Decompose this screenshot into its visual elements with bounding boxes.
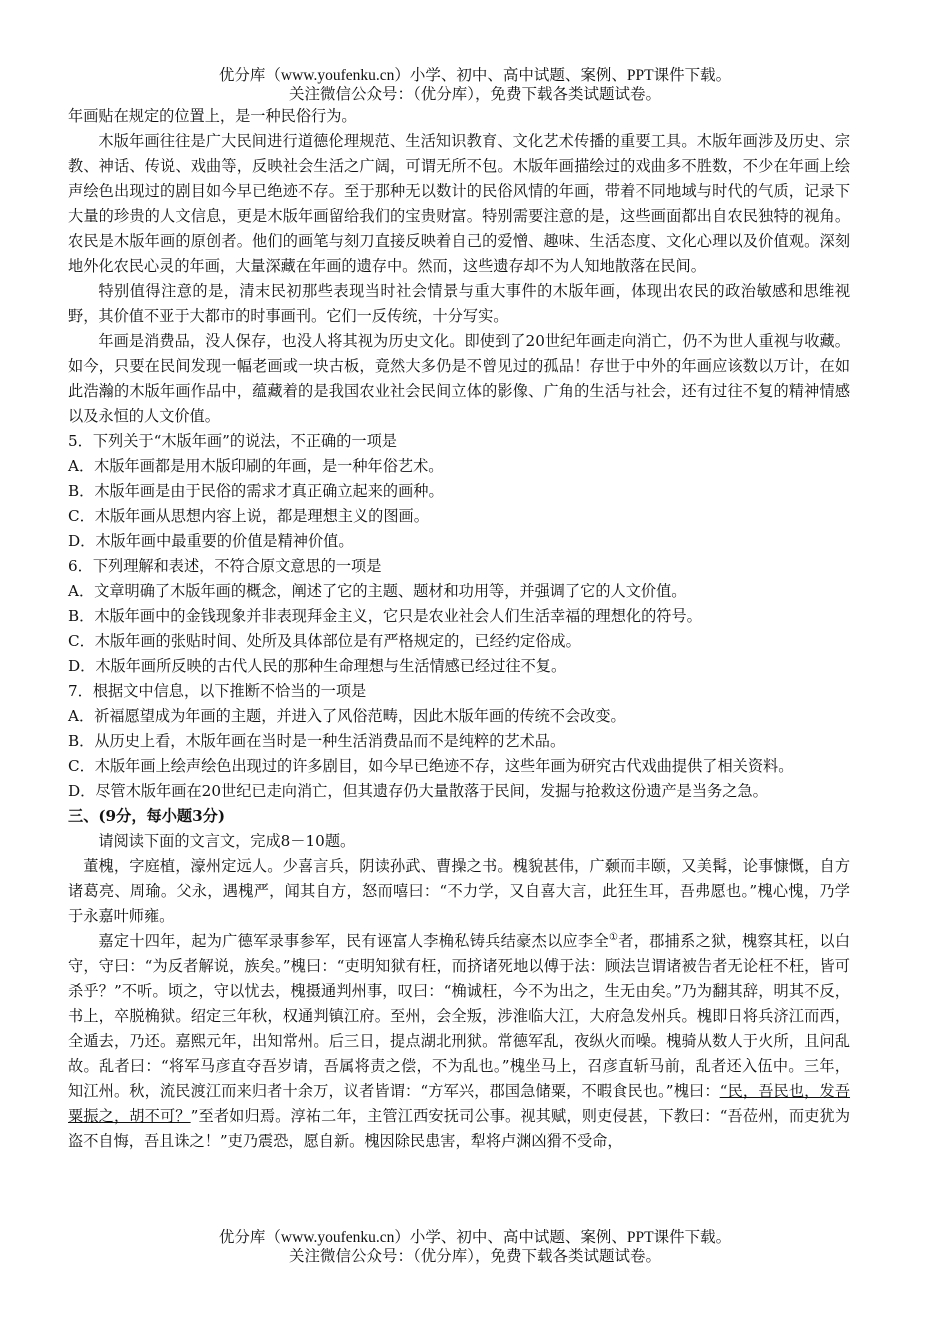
question-7-stem: 7．根据文中信息，以下推断不恰当的一项是 [68, 682, 367, 700]
classical-paragraph-2-part-a: 嘉定十四年，起为广德军录事参军，民有诬富人李桷私铸兵结豪杰以应李全 [98, 932, 609, 950]
question-7-option-a: A．祈福愿望成为年画的主题，并进入了风俗范畴，因此木版年画的传统不会改变。 [68, 707, 626, 725]
page-footer [0, 1228, 950, 1266]
underlined-quote: “民，吾民也，发吾粟振之，胡不可？ [68, 1082, 851, 1125]
question-5-option-d: D．木版年画中最重要的价值是精神价值。 [68, 532, 354, 550]
passage-paragraph-1: 木版年画往往是广大民间进行道德伦理规范、生活知识教育、文化艺术传播的重要工具。木版年画涉及历史、宗教、神话、传说、戏曲等，反映社会生活之广阔，可谓无所不包。木版年画描绘过的戏曲多不胜数，不少在年画上绘声绘色出现过的剧目如今早已绝迹不存。至于那种无以数计的民俗风情的年画，带着不同地域与时代的气质，记录下大量的珍贵的人文信息，更是木版年画留给我们的宝贵财富。特别需要注意的是，这些画面都出自农民独特的视角。农民是木版年画的原创者。他们的画笔与刻刀直接反映着自己的爱憎、趣味、生活态度、文化心理以及价值观。深刻地外化农民心灵的年画，大量深藏在年画的遗存中。然而，这些遗存却不为人知地散落在民间。 [68, 132, 850, 275]
question-6-option-c: C．木版年画的张贴时间、处所及具体部位是有严格规定的，已经约定俗成。 [68, 632, 581, 650]
question-6-stem-emphasis: 不符合 [214, 557, 260, 575]
question-6-option-d: D．木版年画所反映的古代人民的那种生命理想与生活情感已经过往不复。 [68, 657, 567, 675]
question-6-option-b: B．木版年画中的金钱现象并非表现拜金主义，它只是农业社会人们生活幸福的理想化的符号。 [68, 607, 702, 625]
classical-paragraph-2-part-b: 者，郡捕系之狱，槐察其枉，以白守，守曰：“为反者解说，族矣。”槐曰：“吏明知狱有枉，而挤诸死地以傅于法：顾法岂谓诸被告者无论枉不枉，皆可杀乎？”不听。顷之，守以忧去，槐摄通判州事，叹曰：“桷诚枉，今不为出之，生无由矣。”乃为翻其辞，明其不反，书上，卒脱桷狱。绍定三年秋，权通判镇江府。至州，会全叛，涉淮临大江，大府急发州兵。槐即日将兵济江而西，全遁去，乃还。嘉熙元年，出知常州。后三日，提点湖北刑狱。常德军乱，夜纵火而噪。槐骑从数人于火所，且问乱故。乱者曰：“将军马彦直夺吾岁请，吾属将责之偿，不为乱也。”槐坐马上，召彦直斩马前，乱者还入伍中。三年，知江州。秋，流民渡江而来归者十余万，议者皆谓：“方军兴，郡国急储粟，不暇食民也。”槐曰： [68, 932, 851, 1100]
classical-paragraph-2 [68, 929, 850, 1154]
page-header [0, 66, 950, 104]
passage-paragraph-0: 年画贴在规定的位置上，是一种民俗行为。 [68, 107, 357, 125]
question-6-stem-post: 原文意思的一项是 [259, 557, 382, 575]
question-6-stem [68, 554, 850, 579]
question-7-option-b: B．从历史上看，木版年画在当时是一种生活消费品而不是纯粹的艺术品。 [68, 732, 566, 750]
content-body [68, 104, 850, 1154]
footer-line-2: 关注微信公众号：（优分库），免费下载各类试题试卷。 [288, 1248, 661, 1265]
section-3-title: 三、(9分，每小题3分) [68, 807, 226, 825]
passage-paragraph-2: 特别值得注意的是，清末民初那些表现当时社会情景与重大事件的木版年画，体现出农民的政治敏感和思维视野，其价值不亚于大都市的时事画刊。它们一反传统，十分写实。 [68, 282, 850, 325]
question-5-option-b: B．木版年画是由于民俗的需求才真正确立起来的画种。 [68, 482, 444, 500]
footnote-marker: ① [608, 931, 619, 943]
question-5-stem: 5．下列关于“木版年画”的说法，不正确的一项是 [68, 432, 397, 450]
question-5-option-c: C．木版年画从思想内容上说，都是理想主义的图画。 [68, 507, 429, 525]
header-line-2: 关注微信公众号：（优分库），免费下载各类试题试卷。 [288, 86, 661, 103]
classical-paragraph-2-part-c: ”至者如归焉。淳祐二年，主管江西安抚司公事。视其赋，则吏侵甚，下教曰：“吾莅州，而吏犹为盗不自悔，吾且诛之！”吏乃震恐，愿自新。槐因除民患害，犁将卢渊凶猾不受命， [68, 1107, 851, 1150]
section-3-instruction: 请阅读下面的文言文，完成8－10题。 [98, 832, 356, 850]
question-6-stem-pre: 6．下列理解和表述， [68, 557, 215, 575]
footer-line-1: 优分库（www.youfenku.cn）小学、初中、高中试题、案例、PPT课件下载。 [218, 1229, 732, 1246]
header-line-1: 优分库（www.youfenku.cn）小学、初中、高中试题、案例、PPT课件下载。 [218, 67, 732, 84]
question-5-option-a: A．木版年画都是用木版印刷的年画，是一种年俗艺术。 [68, 457, 444, 475]
question-6-option-a: A．文章明确了木版年画的概念，阐述了它的主题、题材和功用等，并强调了它的人文价值。 [68, 582, 687, 600]
question-7-option-c: C．木版年画上绘声绘色出现过的许多剧目，如今早已绝迹不存，这些年画为研究古代戏曲提供了相关资料。 [68, 757, 794, 775]
question-7-option-d: D．尽管木版年画在20世纪已走向消亡，但其遗存仍大量散落于民间，发掘与抢救这份遗产是当务之急。 [68, 782, 768, 800]
passage-paragraph-3: 年画是消费品，没人保存，也没人将其视为历史文化。即使到了20世纪年画走向消亡，仍不为世人重视与收藏。如今，只要在民间发现一幅老画或一块古板，竟然大多仍是不曾见过的孤品！存世于中外的年画应该数以万计，在如此浩瀚的木版年画作品中，蕴藏着的是我国农业社会民间立体的影像、广角的生活与社会，还有过往不复的精神情感以及永恒的人文价值。 [68, 332, 850, 425]
classical-paragraph-1: 董槐，字庭植，濠州定远人。少喜言兵，阴读孙武、曹操之书。槐貌甚伟，广颡而丰颐，又美髯，论事慷慨，自方诸葛亮、周瑜。父永，遇槐严，闻其自方，怒而嘻曰：“不力学，又自喜大言，此狂生耳，吾弗愿也。”槐心愧，乃学于永嘉叶师雍。 [68, 857, 850, 925]
